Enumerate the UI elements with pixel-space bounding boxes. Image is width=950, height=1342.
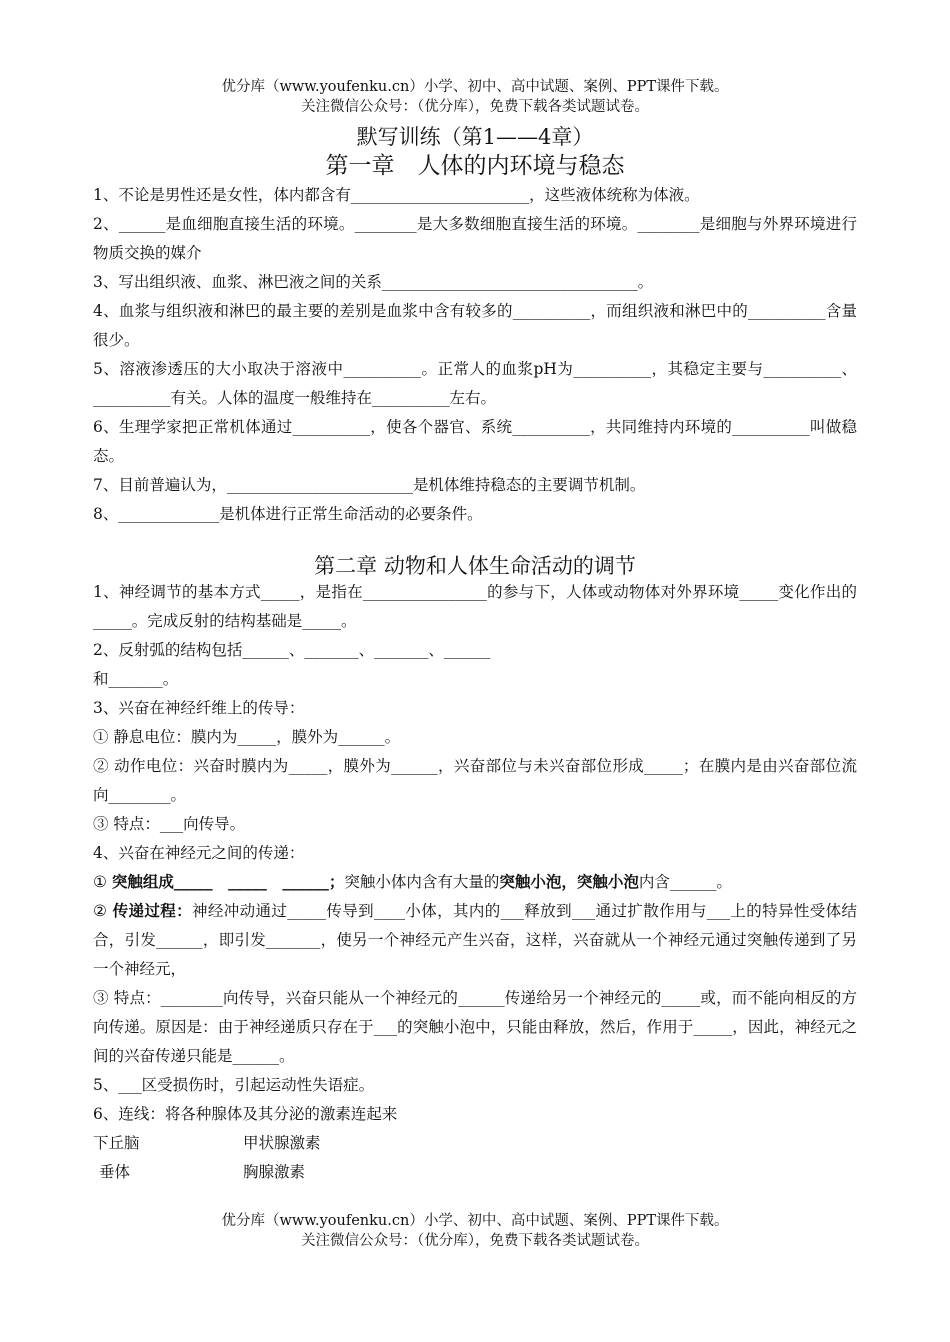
question-item: 4、兴奋在神经元之间的传递： [93, 844, 305, 862]
item-number: ② [93, 902, 113, 920]
chapter-1-questions [93, 181, 857, 529]
question-item: ① 静息电位：膜内为_____，膜外为______。 [93, 728, 401, 746]
item-number: ① [93, 873, 112, 891]
question-item: ③ 特点：___向传导。 [93, 815, 246, 833]
item-text: 神经冲动通过_____传导到____小体，其内的___释放到___通过扩散作用与___上的特异性受体结合，引发______，即引发_______，使另一个神经元产生兴奋，这样，兴奋就从一个神经元通过突触传递到了另一个神经元， [93, 902, 857, 978]
chapter-2-questions [93, 578, 857, 1187]
question-item: 5、溶液渗透压的大小取决于溶液中__________。正常人的血浆pH为__________，其稳定主要与__________、__________有关。人体的温度一般维持在__________左右。 [93, 360, 857, 407]
chapter-1-heading: 第一章 人体的内环境与稳态 [325, 153, 625, 179]
item-text: 内含______。 [638, 873, 732, 891]
matching-row [93, 1158, 857, 1187]
bold-text: 传递过程： [112, 902, 192, 920]
matching-row [93, 1129, 857, 1158]
question-item: 2、反射弧的结构包括______、_______、_______、______ [93, 641, 491, 659]
hormone-name: 甲状腺激素 [243, 1134, 321, 1152]
question-item: 3、写出组织液、血浆、淋巴液之间的关系_________________________________。 [93, 273, 654, 291]
question-item: 2、______是血细胞直接生活的环境。________是大多数细胞直接生活的环境。________是细胞与外界环境进行物质交换的媒介 [93, 215, 857, 262]
chapter-2-heading: 第二章 动物和人体生命活动的调节 [314, 554, 636, 578]
item-text: 突触小体内含有大量的 [344, 873, 500, 891]
document-title: 默写训练（第1——4章） [356, 125, 594, 149]
header-line-1: 优分库（www.youfenku.cn）小学、初中、高中试题、案例、PPT课件下载。 [221, 79, 729, 95]
gland-name: 下丘脑 [93, 1134, 140, 1152]
bold-text: 突触组成_____ _____ ______； [111, 873, 345, 891]
gland-name: 垂体 [99, 1163, 131, 1181]
question-item: 3、兴奋在神经纤维上的传导： [93, 699, 305, 717]
question-item: 5、___区受损伤时，引起运动性失语症。 [93, 1076, 375, 1094]
hormone-name: 胸腺激素 [243, 1163, 306, 1181]
question-item: 和_______。 [93, 670, 179, 688]
question-item: 8、_____________是机体进行正常生命活动的必要条件。 [93, 505, 483, 523]
question-item: 1、神经调节的基本方式_____，是指在________________的参与下，人体或动物体对外界环境_____变化作出的_____。完成反射的结构基础是_____。 [93, 583, 857, 630]
synapse-composition-item [93, 868, 857, 897]
footer-line-2: 关注微信公众号：（优分库），免费下载各类试题试卷。 [301, 1233, 649, 1249]
question-item: 6、生理学家把正常机体通过__________，使各个器官、系统__________，共同维持内环境的__________叫做稳态。 [93, 418, 857, 465]
question-item: 7、目前普遍认为，________________________是机体维持稳态的主要调节机制。 [93, 476, 646, 494]
header-line-2: 关注微信公众号：（优分库），免费下载各类试题试卷。 [301, 99, 649, 115]
footer-line-1: 优分库（www.youfenku.cn）小学、初中、高中试题、案例、PPT课件下载。 [221, 1213, 729, 1229]
question-item: ② 动作电位：兴奋时膜内为_____，膜外为______，兴奋部位与未兴奋部位形成_____；在膜内是由兴奋部位流向________。 [93, 757, 857, 804]
question-item: ③ 特点：________向传导，兴奋只能从一个神经元的______传递给另一个神经元的_____或，而不能向相反的方向传递。原因是：由于神经递质只存在于___的突触小泡中，只能由释放，然后，作用于_____，因此，神经元之间的兴奋传递只能是______。 [93, 989, 857, 1065]
bold-text: 突触小泡，突触小泡 [499, 873, 639, 891]
question-item: 1、不论是男性还是女性，体内都含有_______________________，这些液体统称为体液。 [93, 186, 700, 204]
question-item: 4、血浆与组织液和淋巴的最主要的差别是血浆中含有较多的__________，而组织液和淋巴中的__________含量很少。 [93, 302, 857, 349]
question-item: 6、连线：将各种腺体及其分泌的激素连起来 [93, 1105, 398, 1123]
page-header [0, 77, 950, 117]
transmission-process-item [93, 897, 857, 984]
page-footer [0, 1211, 950, 1251]
